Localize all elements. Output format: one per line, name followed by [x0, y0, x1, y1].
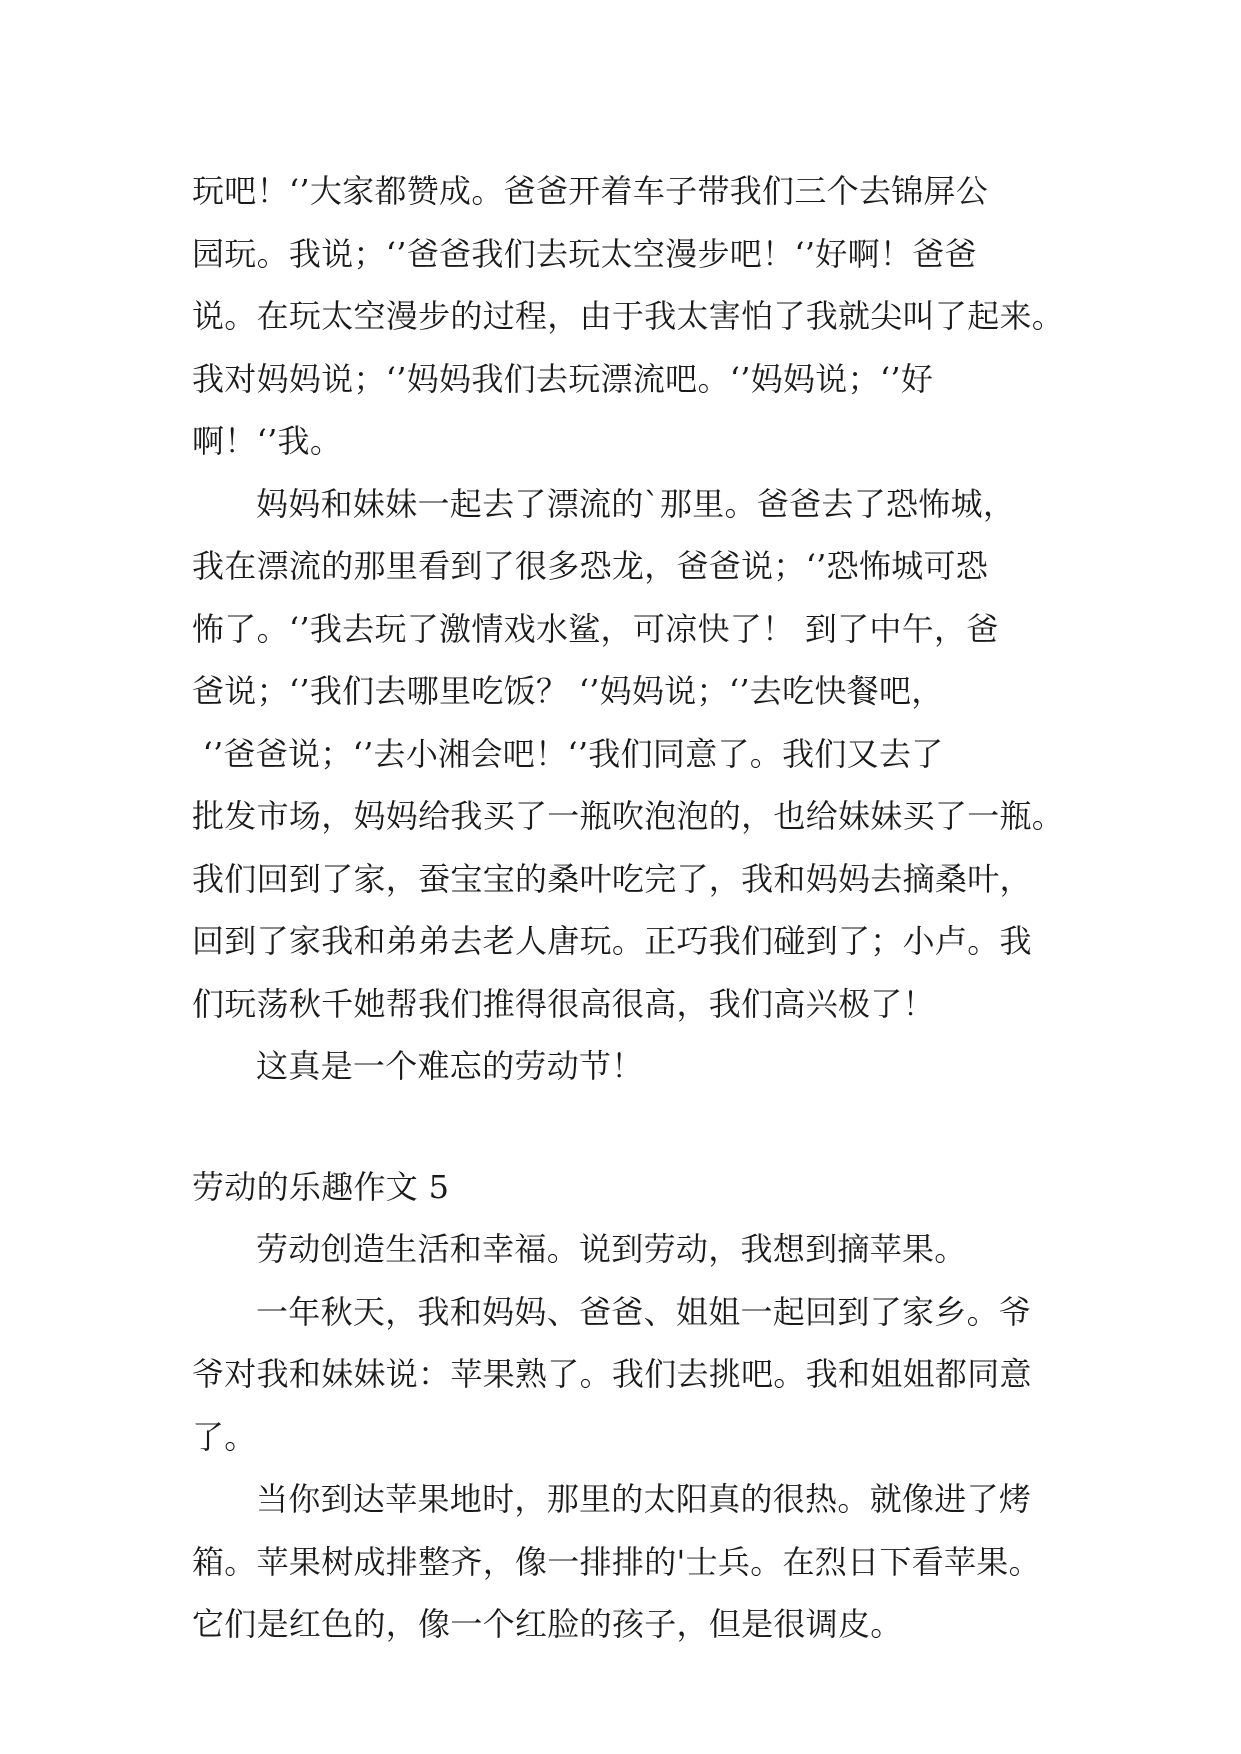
- essay-title: 劳动的乐趣作文 5: [192, 1167, 450, 1206]
- paragraph: [192, 473, 1065, 1036]
- text-line: 了。: [192, 1417, 257, 1456]
- text-line: 怖了。‘’我去玩了激情戏水鲨，可凉快了！ 到了中午，爸: [192, 609, 999, 648]
- text-line: 我们回到了家，蚕宝宝的桑叶吃完了，我和妈妈去摘桑叶，: [192, 859, 1032, 898]
- text-line: 们玩荡秋千她帮我们推得很高很高，我们高兴极了！: [192, 984, 935, 1023]
- section-gap: [192, 1098, 1052, 1156]
- text-line: 园玩。我说；‘’爸爸我们去玩太空漫步吧！‘’好啊！爸爸: [192, 234, 977, 273]
- paragraph: [192, 1281, 1052, 1469]
- paragraph: [192, 1218, 1052, 1281]
- paragraph: [192, 160, 1065, 473]
- text-line: 当你到达苹果地时，那里的太阳真的很热。就像进了烤: [256, 1480, 1032, 1518]
- text-line: 这真是一个难忘的劳动节！: [256, 1047, 644, 1085]
- text-line: 批发市场，妈妈给我买了一瓶吹泡泡的，也给妹妹买了一瓶。: [192, 797, 1065, 835]
- text-line: 爸说；‘’我们去哪里吃饭？ ‘’妈妈说；‘’去吃快餐吧，: [192, 672, 944, 710]
- text-line: 它们是红色的，像一个红脸的孩子，但是很调皮。: [192, 1605, 903, 1643]
- paragraph: [192, 1035, 1052, 1098]
- document-body: [192, 160, 1065, 1656]
- text-line: 箱。苹果树成排整齐，像一排排的'士兵。在烈日下看苹果。: [192, 1542, 1041, 1581]
- text-line: 我对妈妈说；‘’妈妈我们去玩漂流吧。‘’妈妈说；‘’好: [192, 359, 934, 398]
- text-line: 一年秋天，我和妈妈、爸爸、姐姐一起回到了家乡。爷: [256, 1292, 1032, 1331]
- text-line: 妈妈和妹妹一起去了漂流的`那里。爸爸去了恐怖城，: [256, 484, 1016, 523]
- text-line: 啊！‘’我。: [192, 422, 343, 460]
- text-line: 爷对我和妹妹说：苹果熟了。我们去挑吧。我和姐姐都同意: [192, 1355, 1032, 1393]
- text-line: 玩吧！‘’大家都赞成。爸爸开着车子带我们三个去锦屏公: [192, 172, 989, 210]
- text-line: 劳动创造生活和幸福。说到劳动，我想到摘苹果。: [256, 1230, 967, 1268]
- text-line: 说。在玩太空漫步的过程，由于我太害怕了我就尖叫了起来。: [192, 297, 1065, 335]
- text-line: ‘’爸爸说；‘’去小湘会吧！‘’我们同意了。我们又去了: [192, 734, 944, 773]
- paragraph: [192, 1468, 1052, 1656]
- text-line: 我在漂流的那里看到了很多恐龙，爸爸说；‘’恐怖城可恐: [192, 547, 989, 585]
- text-line: 回到了家我和弟弟去老人唐玩。正巧我们碰到了；小卢。我: [192, 922, 1032, 960]
